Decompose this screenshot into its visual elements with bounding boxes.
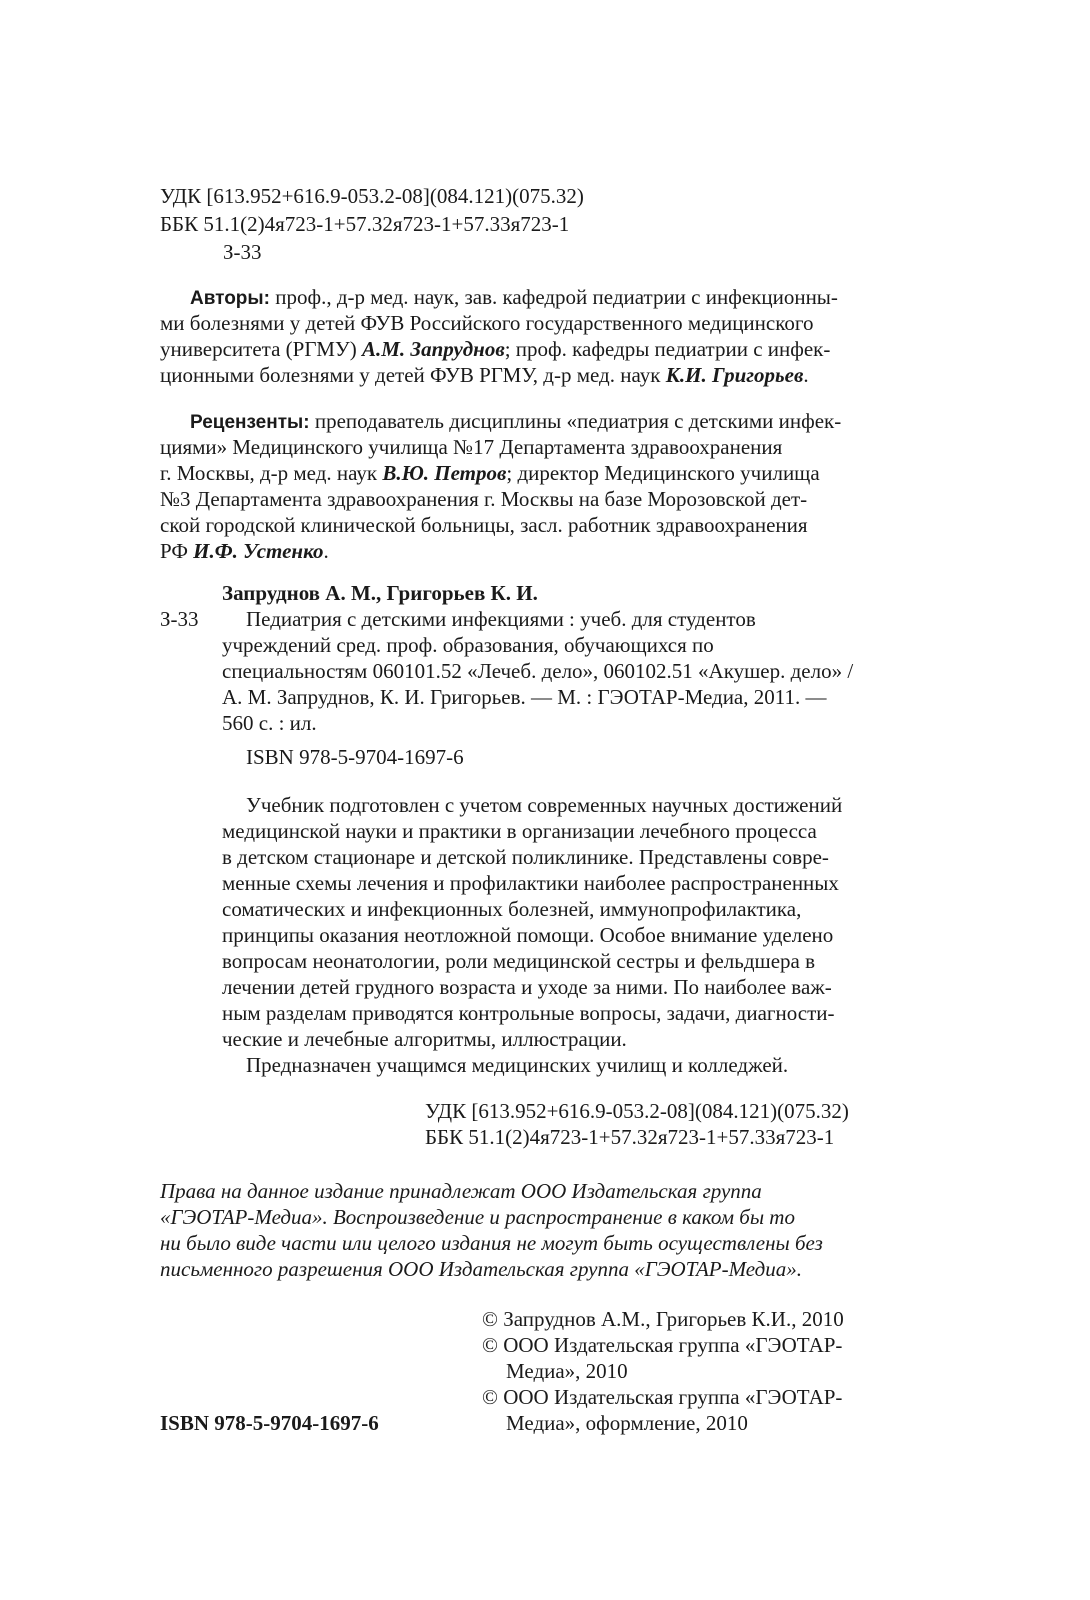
annotation-line-3: в детском стационаре и детской поликлинике. Представлены совре-: [222, 845, 829, 869]
annotation-line-2: медицинской науки и практики в организации лечебного процесса: [222, 819, 817, 843]
udk-footer: УДК [613.952+616.9-053.2-08](084.121)(075.32): [425, 1099, 849, 1123]
annotation-line-8: лечении детей грудного возраста и уходе за ними. По наиболее важ-: [222, 975, 832, 999]
reviewers-line-1: [190, 408, 841, 436]
annotation-line-7: вопросам неонатологии, роли медицинской сестры и фельдшера в: [222, 949, 816, 973]
reviewers-line-6-end: .: [323, 539, 329, 563]
reviewers-text-1: преподаватель дисциплины «педиатрия с детскими инфек-: [314, 409, 842, 433]
authors-line-3-b: ; проф. кафедры педиатрии с инфек-: [504, 337, 831, 361]
annotation-line-9: ным разделам приводятся контрольные вопросы, задачи, диагности-: [222, 1001, 835, 1025]
authors-line-2: ми болезнями у детей ФУВ Российского государственного медицинского: [160, 311, 814, 335]
annotation-line-5: соматических и инфекционных болезней, иммунопрофилактика,: [222, 897, 802, 921]
bbk-header: ББК 51.1(2)4я723-1+57.32я723-1+57.33я723-1: [160, 212, 570, 236]
rights-line-4: письменного разрешения ООО Издательская группа «ГЭОТАР-Медиа».: [160, 1257, 802, 1281]
authors-text-1: проф., д-р мед. наук, зав. кафедрой педиатрии с инфекционны-: [275, 285, 838, 309]
bib-code: З-33: [160, 607, 199, 631]
copyright-publisher-b: Медиа», 2010: [506, 1359, 628, 1383]
annotation-line-10: ческие и лечебные алгоритмы, иллюстрации.: [222, 1027, 627, 1051]
reviewers-line-3-b: ; директор Медицинского училища: [506, 461, 820, 485]
rights-line-1: Права на данное издание принадлежат ООО Издательская группа: [160, 1179, 762, 1203]
annotation-line-4: менные схемы лечения и профилактики наиболее распространенных: [222, 871, 839, 895]
bib-authors-heading: Запруднов А. М., Григорьев К. И.: [222, 581, 538, 605]
reviewer-name-ustenko: И.Ф. Устенко: [193, 539, 324, 563]
reviewers-line-6: [160, 538, 329, 564]
reviewers-line-3: [160, 460, 820, 486]
reviewer-name-petrov: В.Ю. Петров: [382, 461, 507, 485]
isbn-bottom: ISBN 978-5-9704-1697-6: [160, 1411, 379, 1435]
bib-line-2: учреждений сред. проф. образования, обучающихся по: [222, 633, 714, 657]
reviewers-line-5: ской городской клинической больницы, засл. работник здравоохранения: [160, 513, 808, 537]
rights-line-3: ни было виде части или целого издания не могут быть осуществлены без: [160, 1231, 823, 1255]
author-code-header: З-33: [223, 240, 262, 264]
copyright-design-a: © ООО Издательская группа «ГЭОТАР-: [482, 1385, 843, 1409]
author-name-grigoriev: К.И. Григорьев: [665, 363, 804, 387]
bib-line-3: специальностям 060101.52 «Лечеб. дело», 060102.51 «Акушер. дело» /: [222, 659, 854, 683]
authors-line-4: [160, 362, 809, 388]
reviewers-line-4: №3 Департамента здравоохранения г. Москвы на базе Морозовской дет-: [160, 487, 808, 511]
bbk-footer: ББК 51.1(2)4я723-1+57.32я723-1+57.33я723-1: [425, 1125, 835, 1149]
bib-line-1: Педиатрия с детскими инфекциями : учеб. для студентов: [246, 607, 756, 631]
copyright-publisher-a: © ООО Издательская группа «ГЭОТАР-: [482, 1333, 843, 1357]
copyright-design-b: Медиа», оформление, 2010: [506, 1411, 748, 1435]
authors-label: Авторы:: [190, 288, 270, 309]
copyright-authors: © Запруднов А.М., Григорьев К.И., 2010: [482, 1307, 844, 1331]
reviewers-line-2: циями» Медицинского училища №17 Департамента здравоохранения: [160, 435, 783, 459]
authors-line-4-end: .: [803, 363, 809, 387]
udk-header: УДК [613.952+616.9-053.2-08](084.121)(075.32): [160, 184, 584, 208]
authors-line-4-a: ционными болезнями у детей ФУВ РГМУ, д-р мед. наук: [160, 363, 661, 387]
bib-line-5: 560 с. : ил.: [222, 711, 317, 735]
bib-isbn: ISBN 978-5-9704-1697-6: [246, 745, 464, 769]
authors-line-3: [160, 336, 830, 362]
bib-line-4: А. М. Запруднов, К. И. Григорьев. — М. : ГЭОТАР-Медиа, 2011. —: [222, 685, 827, 709]
annotation-line-1: Учебник подготовлен с учетом современных научных достижений: [246, 793, 843, 817]
reviewers-line-3-a: г. Москвы, д-р мед. наук: [160, 461, 378, 485]
annotation-line-6: принципы оказания неотложной помощи. Особое внимание уделено: [222, 923, 834, 947]
reviewers-label: Рецензенты:: [190, 412, 310, 433]
reviewers-line-6-a: РФ: [160, 539, 188, 563]
authors-line-3-a: университета (РГМУ): [160, 337, 357, 361]
annotation-purpose: Предназначен учащимся медицинских училищ и колледжей.: [246, 1053, 789, 1077]
author-name-zaprudnov: А.М. Запруднов: [361, 337, 505, 361]
rights-line-2: «ГЭОТАР-Медиа». Воспроизведение и распространение в каком бы то: [160, 1205, 795, 1229]
authors-block: [190, 284, 940, 312]
authors-line-1: [190, 284, 940, 312]
